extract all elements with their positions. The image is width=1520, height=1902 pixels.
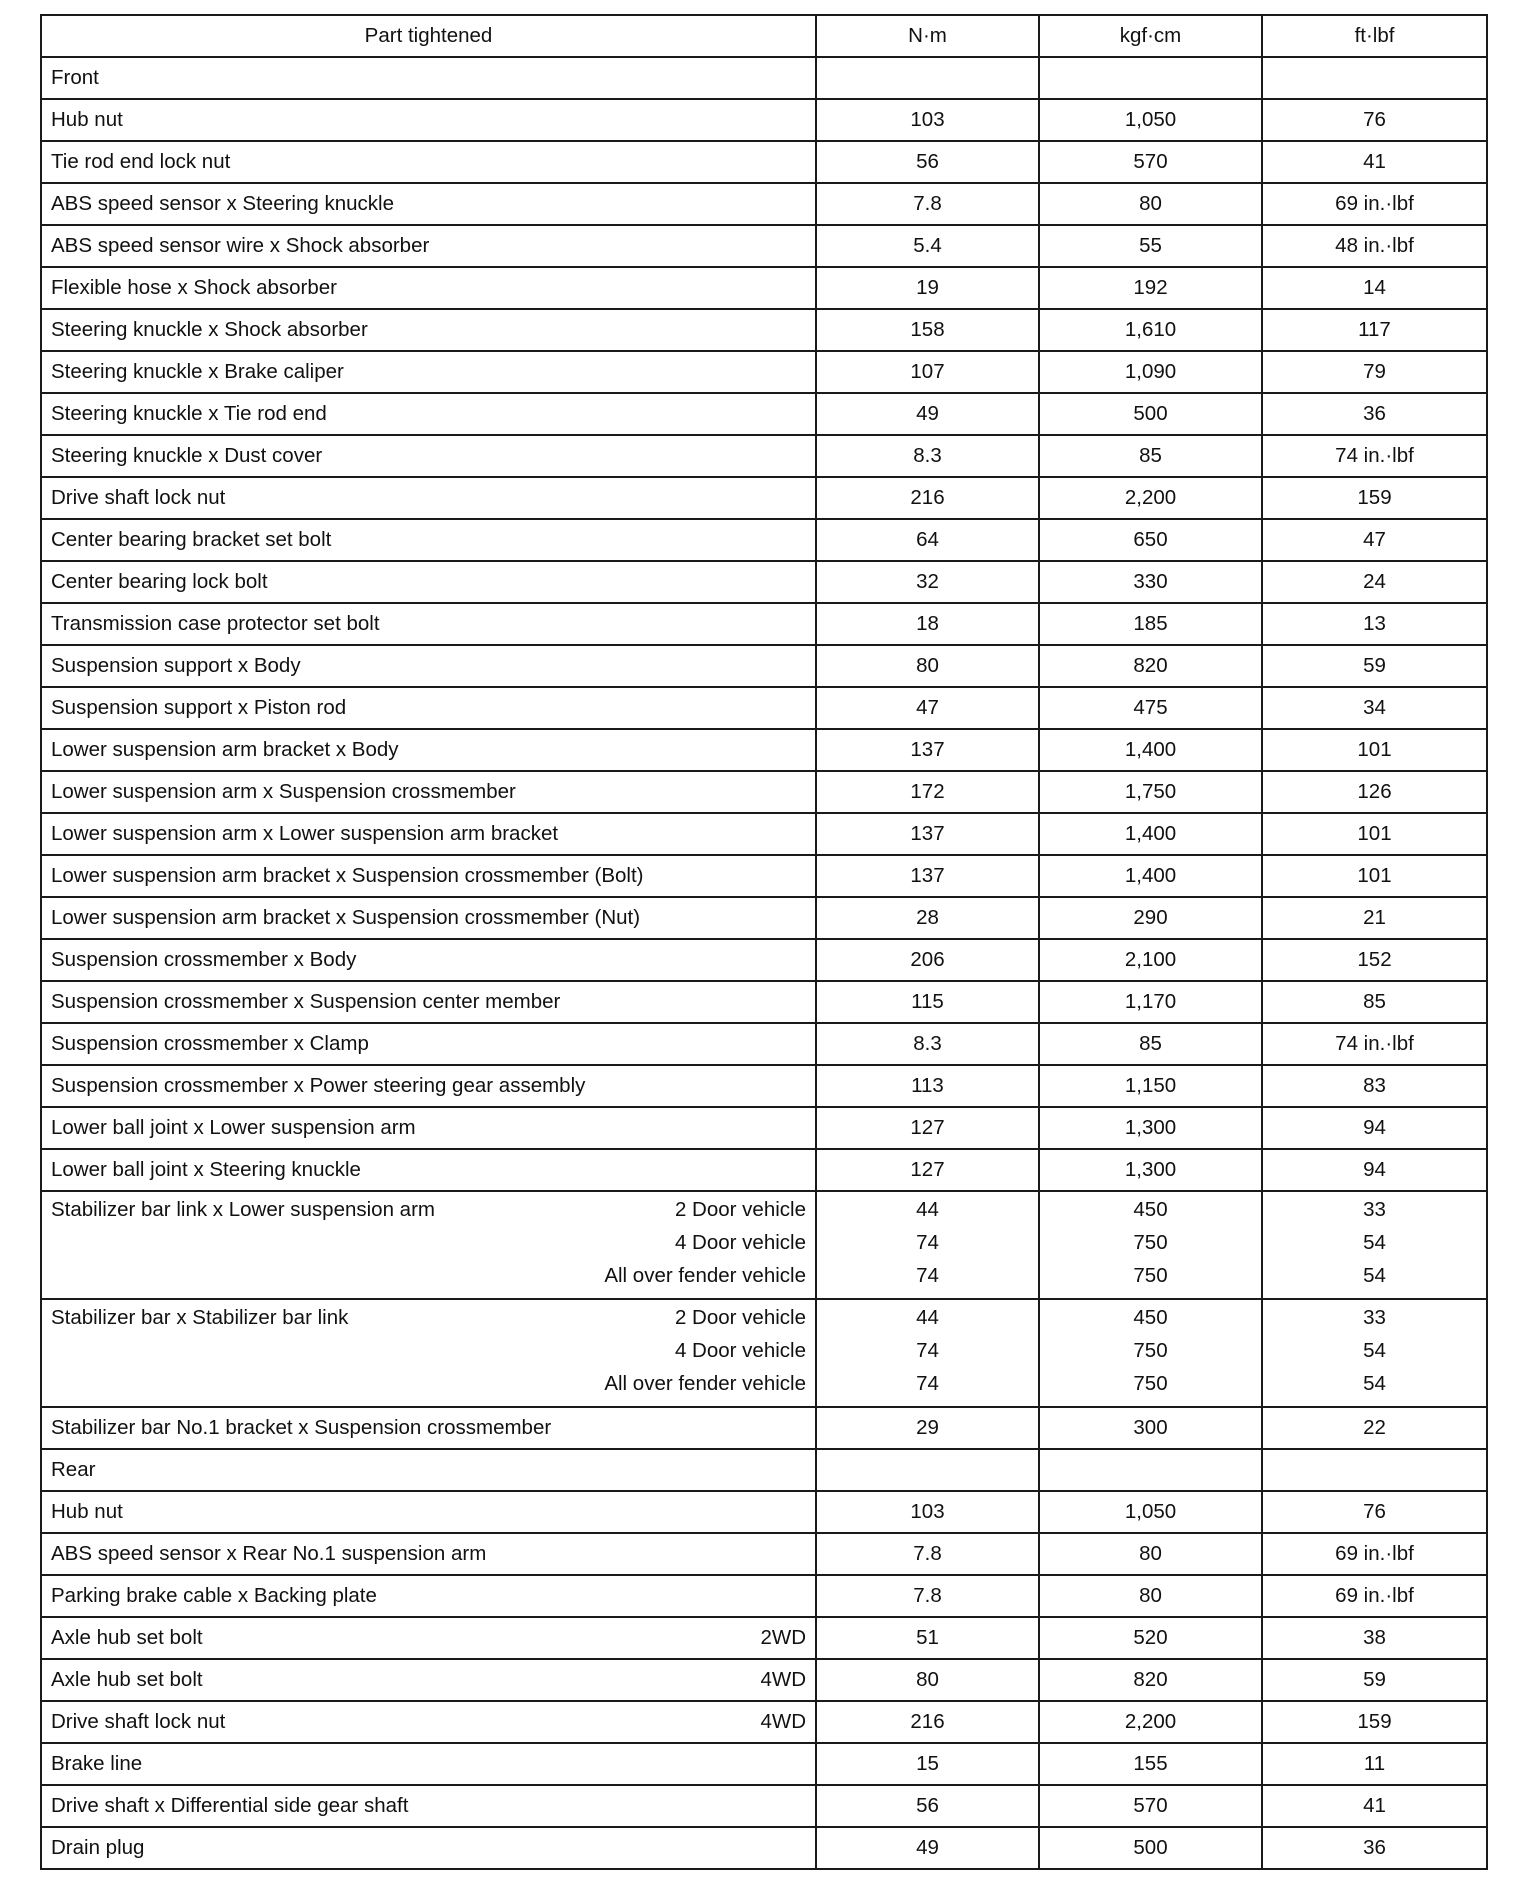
- value-nm: 15: [816, 1743, 1039, 1785]
- part-name: ABS speed sensor wire x Shock absorber: [41, 225, 816, 267]
- value-nm: 49: [816, 1827, 1039, 1869]
- part-cell: [41, 1701, 816, 1743]
- value-kgf-cm: 820: [1039, 1659, 1262, 1701]
- value-nm: 74: [916, 1339, 939, 1362]
- value-nm: 44: [916, 1306, 939, 1329]
- value-kgf-cm: 85: [1039, 435, 1262, 477]
- table-row: [41, 687, 1487, 729]
- value-ft-lbf: 76: [1262, 99, 1487, 141]
- table-row: [41, 141, 1487, 183]
- value-nm-cell: [816, 1299, 1039, 1407]
- table-row: [41, 645, 1487, 687]
- part-name: Suspension crossmember x Power steering gear assembly: [41, 1065, 816, 1107]
- table-row: [41, 267, 1487, 309]
- part-cell: [41, 1659, 816, 1701]
- value-kgf-cm: 1,050: [1039, 99, 1262, 141]
- value-ft-lbf: 101: [1262, 855, 1487, 897]
- value-kgf-cm: 570: [1039, 141, 1262, 183]
- table-row: [41, 1827, 1487, 1869]
- value-ft-lbf: 36: [1262, 393, 1487, 435]
- condition-label: 2 Door vehicle: [674, 1198, 806, 1221]
- header-kgf-cm: kgf·cm: [1039, 15, 1262, 57]
- value-kgf-cm: 1,090: [1039, 351, 1262, 393]
- table-row: [41, 1191, 1487, 1299]
- table-row: [41, 1149, 1487, 1191]
- part-name: Drive shaft lock nut: [41, 477, 816, 519]
- part-cell: [41, 1617, 816, 1659]
- table-row: [41, 1533, 1487, 1575]
- part-name: Stabilizer bar x Stabilizer bar link: [51, 1306, 349, 1329]
- empty-cell: [1039, 1449, 1262, 1491]
- value-kgf-cm: 80: [1039, 1533, 1262, 1575]
- value-ft-lbf: 38: [1262, 1617, 1487, 1659]
- value-ft-lbf: 33: [1363, 1198, 1386, 1221]
- value-kgf-cm: 750: [1133, 1264, 1168, 1287]
- value-kgf-cm: 55: [1039, 225, 1262, 267]
- value-nm: 56: [816, 1785, 1039, 1827]
- value-ft-lbf: 54: [1363, 1339, 1386, 1362]
- value-kgf-cm: 80: [1039, 1575, 1262, 1617]
- section-label: Rear: [41, 1449, 816, 1491]
- value-kgf-cm: 2,200: [1039, 1701, 1262, 1743]
- value-nm: 137: [816, 855, 1039, 897]
- value-ft-lbf-cell: [1262, 1299, 1487, 1407]
- value-nm: 127: [816, 1149, 1039, 1191]
- value-ft-lbf: 76: [1262, 1491, 1487, 1533]
- part-name: Lower ball joint x Steering knuckle: [41, 1149, 816, 1191]
- value-ft-lbf: 117: [1262, 309, 1487, 351]
- section-row: [41, 1449, 1487, 1491]
- table-row: [41, 1701, 1487, 1743]
- value-nm: 206: [816, 939, 1039, 981]
- value-ft-lbf: 14: [1262, 267, 1487, 309]
- value-nm: 74: [916, 1264, 939, 1287]
- value-nm: 103: [816, 1491, 1039, 1533]
- value-nm: 137: [816, 813, 1039, 855]
- value-nm: 56: [816, 141, 1039, 183]
- table-row: [41, 1065, 1487, 1107]
- value-nm: 8.3: [816, 1023, 1039, 1065]
- value-nm: 7.8: [816, 1575, 1039, 1617]
- part-name: Suspension crossmember x Body: [41, 939, 816, 981]
- value-nm: 113: [816, 1065, 1039, 1107]
- value-nm: 216: [816, 1701, 1039, 1743]
- table-row: [41, 1785, 1487, 1827]
- empty-cell: [816, 1449, 1039, 1491]
- value-nm: 18: [816, 603, 1039, 645]
- header-nm: N·m: [816, 15, 1039, 57]
- value-nm: 115: [816, 981, 1039, 1023]
- part-name: Hub nut: [41, 99, 816, 141]
- value-ft-lbf: 101: [1262, 729, 1487, 771]
- part-name: Center bearing bracket set bolt: [41, 519, 816, 561]
- value-nm: 64: [816, 519, 1039, 561]
- table-row: [41, 1107, 1487, 1149]
- part-name: Drain plug: [41, 1827, 816, 1869]
- value-ft-lbf: 54: [1363, 1264, 1386, 1287]
- table-row: [41, 729, 1487, 771]
- value-ft-lbf: 83: [1262, 1065, 1487, 1107]
- part-name: Lower suspension arm bracket x Suspension crossmember (Bolt): [41, 855, 816, 897]
- value-kgf-cm: 570: [1039, 1785, 1262, 1827]
- header-row: [41, 15, 1487, 57]
- value-kgf-cm: 750: [1133, 1372, 1168, 1395]
- value-kgf-cm: 820: [1039, 645, 1262, 687]
- value-nm: 19: [816, 267, 1039, 309]
- header-ft-lbf: ft·lbf: [1262, 15, 1487, 57]
- empty-cell: [816, 57, 1039, 99]
- part-name: Center bearing lock bolt: [41, 561, 816, 603]
- value-ft-lbf: 41: [1262, 1785, 1487, 1827]
- value-nm: 51: [816, 1617, 1039, 1659]
- part-name: Steering knuckle x Shock absorber: [41, 309, 816, 351]
- value-kgf-cm: 520: [1039, 1617, 1262, 1659]
- value-ft-lbf: 21: [1262, 897, 1487, 939]
- value-kgf-cm: 475: [1039, 687, 1262, 729]
- value-kgf-cm-cell: [1039, 1191, 1262, 1299]
- value-nm: 29: [816, 1407, 1039, 1449]
- table-row: [41, 225, 1487, 267]
- section-row: [41, 57, 1487, 99]
- part-name: ABS speed sensor x Steering knuckle: [41, 183, 816, 225]
- part-name: Drive shaft lock nut: [51, 1710, 226, 1733]
- value-ft-lbf: 126: [1262, 771, 1487, 813]
- value-ft-lbf: 22: [1262, 1407, 1487, 1449]
- value-nm: 7.8: [816, 1533, 1039, 1575]
- table-row: [41, 351, 1487, 393]
- value-ft-lbf: 13: [1262, 603, 1487, 645]
- empty-cell: [1262, 57, 1487, 99]
- value-kgf-cm: 330: [1039, 561, 1262, 603]
- table-row: [41, 897, 1487, 939]
- condition-label: 2 Door vehicle: [674, 1306, 806, 1329]
- table-row: [41, 1575, 1487, 1617]
- table-row: [41, 981, 1487, 1023]
- value-nm: 80: [816, 1659, 1039, 1701]
- value-kgf-cm: 1,400: [1039, 813, 1262, 855]
- value-nm: 7.8: [816, 183, 1039, 225]
- value-ft-lbf: 59: [1262, 645, 1487, 687]
- table-row: [41, 855, 1487, 897]
- value-nm: 137: [816, 729, 1039, 771]
- value-nm: 32: [816, 561, 1039, 603]
- table-row: [41, 1023, 1487, 1065]
- value-nm: 8.3: [816, 435, 1039, 477]
- value-kgf-cm: 2,200: [1039, 477, 1262, 519]
- part-name: Drive shaft x Differential side gear shaft: [41, 1785, 816, 1827]
- condition-label: 2WD: [760, 1626, 806, 1649]
- part-name: Suspension support x Body: [41, 645, 816, 687]
- part-name: Hub nut: [41, 1491, 816, 1533]
- table-row: [41, 1491, 1487, 1533]
- table-row: [41, 1743, 1487, 1785]
- value-nm: 107: [816, 351, 1039, 393]
- part-name: Lower suspension arm x Lower suspension arm bracket: [41, 813, 816, 855]
- value-ft-lbf: 11: [1262, 1743, 1487, 1785]
- value-ft-lbf: 159: [1262, 1701, 1487, 1743]
- value-ft-lbf: 24: [1262, 561, 1487, 603]
- value-kgf-cm: 2,100: [1039, 939, 1262, 981]
- value-kgf-cm: 500: [1039, 393, 1262, 435]
- value-ft-lbf: 94: [1262, 1149, 1487, 1191]
- part-name: Axle hub set bolt: [51, 1668, 203, 1691]
- value-nm: 127: [816, 1107, 1039, 1149]
- value-ft-lbf: 36: [1262, 1827, 1487, 1869]
- value-kgf-cm: 192: [1039, 267, 1262, 309]
- value-kgf-cm: 1,610: [1039, 309, 1262, 351]
- value-ft-lbf-cell: [1262, 1191, 1487, 1299]
- value-ft-lbf: 159: [1262, 477, 1487, 519]
- value-kgf-cm: 450: [1133, 1198, 1168, 1221]
- value-ft-lbf: 69 in.·lbf: [1262, 1533, 1487, 1575]
- value-kgf-cm: 500: [1039, 1827, 1262, 1869]
- value-ft-lbf: 101: [1262, 813, 1487, 855]
- section-label: Front: [41, 57, 816, 99]
- value-kgf-cm: 155: [1039, 1743, 1262, 1785]
- value-kgf-cm: 85: [1039, 1023, 1262, 1065]
- table-row: [41, 435, 1487, 477]
- table-row: [41, 939, 1487, 981]
- part-name: Lower suspension arm bracket x Body: [41, 729, 816, 771]
- value-nm: 158: [816, 309, 1039, 351]
- value-kgf-cm: 1,750: [1039, 771, 1262, 813]
- part-name: Steering knuckle x Brake caliper: [41, 351, 816, 393]
- table-row: [41, 183, 1487, 225]
- part-name: Steering knuckle x Tie rod end: [41, 393, 816, 435]
- table-row: [41, 771, 1487, 813]
- part-name: Brake line: [41, 1743, 816, 1785]
- torque-spec-table: [40, 14, 1488, 1870]
- value-ft-lbf: 47: [1262, 519, 1487, 561]
- value-nm: 47: [816, 687, 1039, 729]
- part-name: ABS speed sensor x Rear No.1 suspension arm: [41, 1533, 816, 1575]
- part-name: Suspension crossmember x Suspension center member: [41, 981, 816, 1023]
- value-ft-lbf: 69 in.·lbf: [1262, 183, 1487, 225]
- value-kgf-cm: 750: [1133, 1339, 1168, 1362]
- value-kgf-cm: 1,300: [1039, 1149, 1262, 1191]
- value-ft-lbf: 69 in.·lbf: [1262, 1575, 1487, 1617]
- empty-cell: [1262, 1449, 1487, 1491]
- part-name: Suspension support x Piston rod: [41, 687, 816, 729]
- table-row: [41, 1617, 1487, 1659]
- condition-label: 4 Door vehicle: [674, 1231, 806, 1254]
- value-kgf-cm: 1,400: [1039, 855, 1262, 897]
- table-row: [41, 561, 1487, 603]
- value-kgf-cm: 290: [1039, 897, 1262, 939]
- table-row: [41, 477, 1487, 519]
- table-row: [41, 813, 1487, 855]
- value-nm: 172: [816, 771, 1039, 813]
- value-kgf-cm: 450: [1133, 1306, 1168, 1329]
- condition-label: All over fender vehicle: [604, 1372, 806, 1395]
- part-name: Lower ball joint x Lower suspension arm: [41, 1107, 816, 1149]
- value-kgf-cm: 650: [1039, 519, 1262, 561]
- table-row: [41, 519, 1487, 561]
- value-ft-lbf: 74 in.·lbf: [1262, 435, 1487, 477]
- value-kgf-cm-cell: [1039, 1299, 1262, 1407]
- table-row: [41, 99, 1487, 141]
- value-nm: 5.4: [816, 225, 1039, 267]
- value-nm: 80: [816, 645, 1039, 687]
- empty-cell: [1039, 57, 1262, 99]
- part-name: Suspension crossmember x Clamp: [41, 1023, 816, 1065]
- part-name: Axle hub set bolt: [51, 1626, 203, 1649]
- part-name: Lower suspension arm bracket x Suspension crossmember (Nut): [41, 897, 816, 939]
- table-row: [41, 1299, 1487, 1407]
- part-name: Tie rod end lock nut: [41, 141, 816, 183]
- table-row: [41, 1407, 1487, 1449]
- part-cell: [41, 1191, 816, 1299]
- value-nm: 216: [816, 477, 1039, 519]
- value-kgf-cm: 300: [1039, 1407, 1262, 1449]
- condition-label: All over fender vehicle: [604, 1264, 806, 1287]
- part-name: Stabilizer bar link x Lower suspension arm: [51, 1198, 435, 1221]
- value-nm: 44: [916, 1198, 939, 1221]
- part-name: Lower suspension arm x Suspension crossmember: [41, 771, 816, 813]
- value-ft-lbf: 54: [1363, 1372, 1386, 1395]
- part-name: Stabilizer bar No.1 bracket x Suspension crossmember: [41, 1407, 816, 1449]
- part-cell: [41, 1299, 816, 1407]
- part-name: Parking brake cable x Backing plate: [41, 1575, 816, 1617]
- value-ft-lbf: 54: [1363, 1231, 1386, 1254]
- value-kgf-cm: 1,050: [1039, 1491, 1262, 1533]
- table-row: [41, 603, 1487, 645]
- value-nm-cell: [816, 1191, 1039, 1299]
- value-ft-lbf: 48 in.·lbf: [1262, 225, 1487, 267]
- value-kgf-cm: 1,300: [1039, 1107, 1262, 1149]
- value-ft-lbf: 59: [1262, 1659, 1487, 1701]
- value-nm: 49: [816, 393, 1039, 435]
- condition-label: 4WD: [760, 1710, 806, 1733]
- part-name: Flexible hose x Shock absorber: [41, 267, 816, 309]
- part-name: Transmission case protector set bolt: [41, 603, 816, 645]
- value-ft-lbf: 74 in.·lbf: [1262, 1023, 1487, 1065]
- value-kgf-cm: 1,150: [1039, 1065, 1262, 1107]
- value-ft-lbf: 94: [1262, 1107, 1487, 1149]
- condition-label: 4 Door vehicle: [674, 1339, 806, 1362]
- value-ft-lbf: 41: [1262, 141, 1487, 183]
- value-kgf-cm: 80: [1039, 183, 1262, 225]
- part-name: Steering knuckle x Dust cover: [41, 435, 816, 477]
- value-nm: 103: [816, 99, 1039, 141]
- value-ft-lbf: 79: [1262, 351, 1487, 393]
- condition-label: 4WD: [760, 1668, 806, 1691]
- value-kgf-cm: 185: [1039, 603, 1262, 645]
- table-row: [41, 1659, 1487, 1701]
- value-ft-lbf: 152: [1262, 939, 1487, 981]
- value-ft-lbf: 85: [1262, 981, 1487, 1023]
- header-part: Part tightened: [41, 15, 816, 57]
- value-nm: 74: [916, 1372, 939, 1395]
- value-kgf-cm: 1,400: [1039, 729, 1262, 771]
- value-ft-lbf: 33: [1363, 1306, 1386, 1329]
- value-kgf-cm: 1,170: [1039, 981, 1262, 1023]
- value-ft-lbf: 34: [1262, 687, 1487, 729]
- value-kgf-cm: 750: [1133, 1231, 1168, 1254]
- value-nm: 74: [916, 1231, 939, 1254]
- table-row: [41, 309, 1487, 351]
- table-row: [41, 393, 1487, 435]
- value-nm: 28: [816, 897, 1039, 939]
